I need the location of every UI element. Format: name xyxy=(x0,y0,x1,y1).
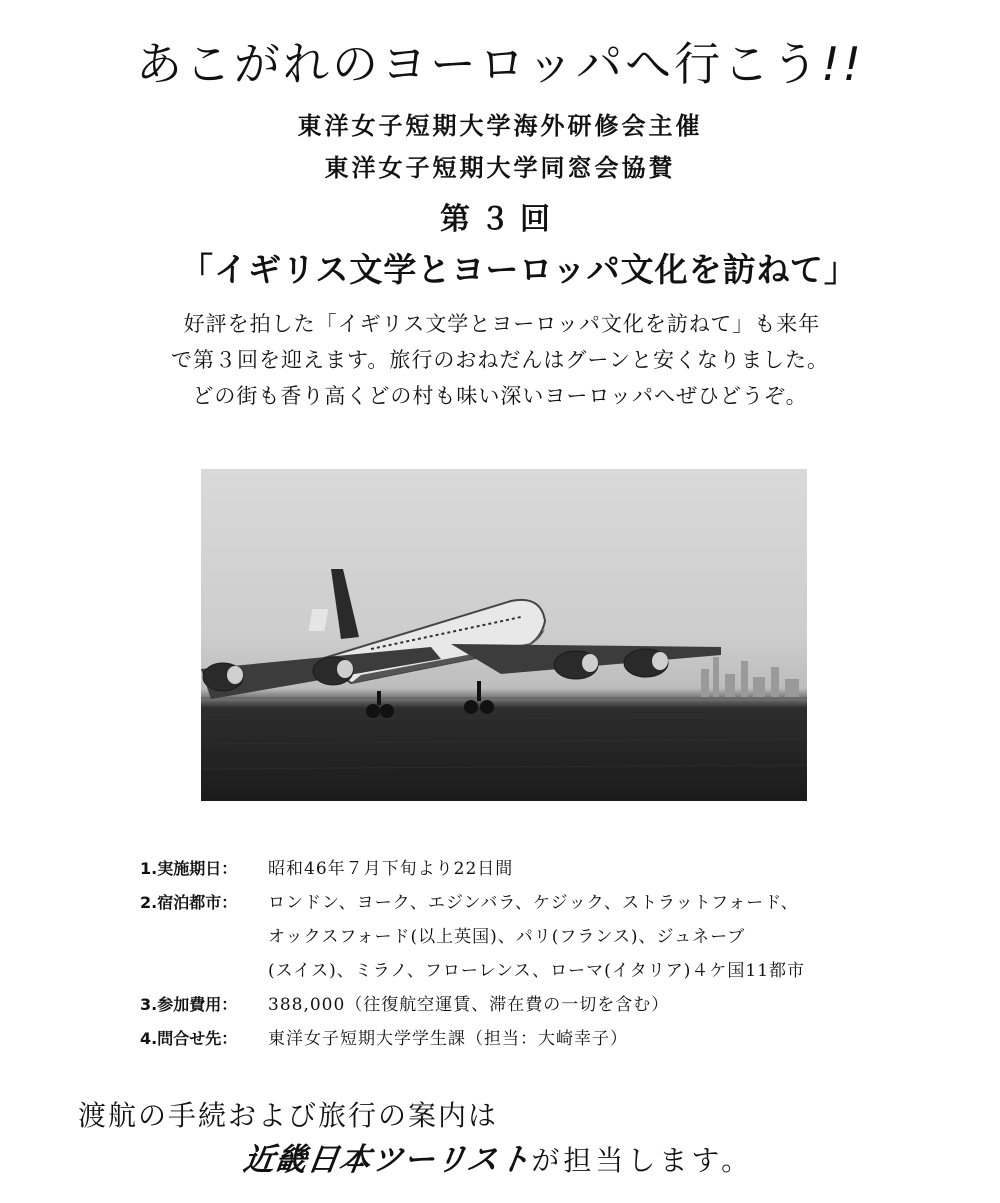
detail-row-cost xyxy=(140,988,920,1022)
footer-line: 渡航の手続および旅行の案内は xyxy=(78,1099,499,1132)
details-list xyxy=(140,852,920,1056)
detail-label: 1.実施期日： xyxy=(140,859,238,878)
intro-line-2: で第３回を迎えます。旅行のおねだんはグーンと安くなりました。 xyxy=(171,348,829,372)
title-text: あこがれのヨーロッパへ行こう xyxy=(136,37,822,91)
title-exclaim: !! xyxy=(821,37,864,91)
organizer-line: 東洋女子短期大学海外研修会主催 xyxy=(297,112,703,140)
skyline xyxy=(701,657,799,699)
detail-value: ロンドン、ヨーク、エジンバラ、ケジック、ストラットフォード、 xyxy=(268,893,799,913)
intro-line-3: どの街も香り高くどの村も味い深いヨーロッパへぜひどうぞ。 xyxy=(192,384,808,408)
detail-label: 2.宿泊都市： xyxy=(140,893,238,912)
detail-value: 東洋女子短期大学学生課（担当：大崎幸子） xyxy=(268,1029,628,1049)
airplane-photo xyxy=(201,469,807,801)
detail-cities-continued-2: (スイス)、ミラノ、フローレンス、ローマ(イタリア)４ケ国11都市 xyxy=(268,961,806,981)
footer-brand-line xyxy=(240,1134,754,1179)
detail-row-contact xyxy=(140,1022,920,1056)
page-title xyxy=(0,28,1000,94)
travel-agency-brand: 近畿日本ツーリスト xyxy=(240,1142,534,1178)
intro-line-1: 好評を拍した「イギリス文学とヨーロッパ文化を訪ねて」も来年 xyxy=(183,312,821,336)
theme-heading: 「イギリス文学とヨーロッパ文化を訪ねて」 xyxy=(180,250,858,289)
tail-fin xyxy=(331,569,359,639)
detail-label: 3.参加費用： xyxy=(140,995,238,1014)
sponsor-line: 東洋女子短期大学同窓会協賛 xyxy=(324,154,676,182)
edition-heading: 第３回 xyxy=(440,202,560,237)
detail-row-cities xyxy=(140,886,920,920)
footer-suffix: が担当します。 xyxy=(531,1144,754,1177)
detail-label: 4.問合せ先： xyxy=(140,1029,238,1048)
detail-value: 388,000（往復航空運賃、滞在費の一切を含む） xyxy=(268,995,670,1015)
detail-row-date xyxy=(140,852,920,886)
detail-cities-continued-1: オックスフォード(以上英国)、パリ(フランス)、ジュネーブ xyxy=(268,927,746,947)
jet-airliner-illustration xyxy=(201,469,807,801)
detail-value: 昭和46年７月下旬より22日間 xyxy=(268,859,514,879)
intro-paragraph xyxy=(0,306,1000,414)
